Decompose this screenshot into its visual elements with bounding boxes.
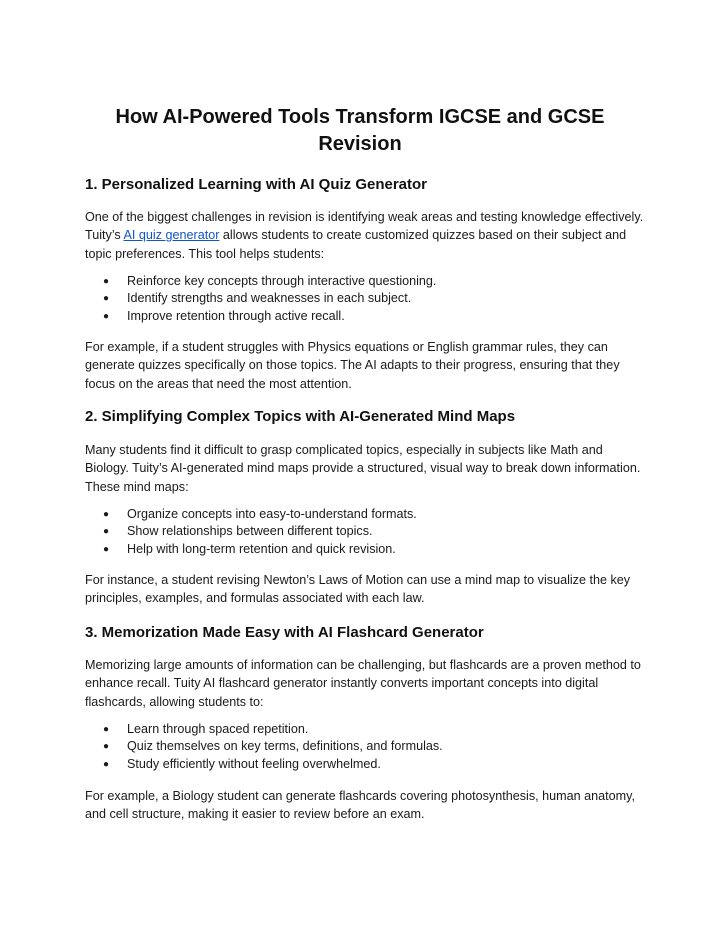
- ai-quiz-generator-link[interactable]: AI quiz generator: [123, 228, 220, 243]
- section-heading-2: 2. Simplifying Complex Topics with AI-Generated Mind Maps: [85, 408, 516, 425]
- section-intro-3: Memorizing large amounts of information can be challenging, but flashcards are a proven method to enhance recall. Tuity AI flashcard generator instantly converts important concepts into digital flashcards, allowing students to:: [85, 658, 641, 709]
- list-item: ● Learn through spaced repetition.: [85, 721, 443, 738]
- document-title: How AI-Powered Tools Transform IGCSE and GCSE Revision: [115, 106, 605, 155]
- section-outro-1: For example, if a student struggles with Physics equations or English grammar rules, they can generate quizzes specifically on those topics. The AI adapts to their progress, ensuring that they focus on the areas that need the most attention.: [85, 340, 620, 391]
- list-item: ● Identify strengths and weaknesses in each subject.: [85, 290, 436, 307]
- bullet-list-3: [85, 721, 443, 773]
- section-intro-1-text-a: One of the biggest challenges in revision is identifying weak areas and testing knowledge effectively. Tuity’s: [85, 210, 644, 243]
- list-item: ● Quiz themselves on key terms, definitions, and formulas.: [85, 738, 443, 755]
- section-outro-3: For example, a Biology student can generate flashcards covering photosynthesis, human anatomy, and cell structure, making it easier to review before an exam.: [85, 789, 636, 822]
- section-heading-1: 1. Personalized Learning with AI Quiz Generator: [85, 176, 428, 193]
- list-item: ● Show relationships between different topics.: [85, 523, 417, 540]
- section-heading-3: 3. Memorization Made Easy with AI Flashcard Generator: [85, 624, 484, 641]
- list-item: ● Study efficiently without feeling overwhelmed.: [85, 756, 443, 773]
- section-intro-2: Many students find it difficult to grasp complicated topics, especially in subjects like Math and Biology. Tuity’s AI-generated mind maps provide a structured, visual way to break down information. These mind maps:: [85, 443, 641, 494]
- list-item: ● Help with long-term retention and quick revision.: [85, 541, 417, 558]
- bullet-list-2: [85, 506, 417, 558]
- list-item: ● Improve retention through active recall.: [85, 308, 436, 325]
- section-intro-1-text-b: allows students to create customized quizzes based on their subject and topic preferences. This tool helps students:: [85, 228, 627, 261]
- list-item: ● Organize concepts into easy-to-understand formats.: [85, 506, 417, 523]
- bullet-list-1: [85, 273, 436, 325]
- section-outro-2: For instance, a student revising Newton’s Laws of Motion can use a mind map to visualize the key principles, examples, and formulas associated with each law.: [85, 573, 631, 606]
- list-item: ● Reinforce key concepts through interactive questioning.: [85, 273, 436, 290]
- section-intro-1: [85, 208, 645, 263]
